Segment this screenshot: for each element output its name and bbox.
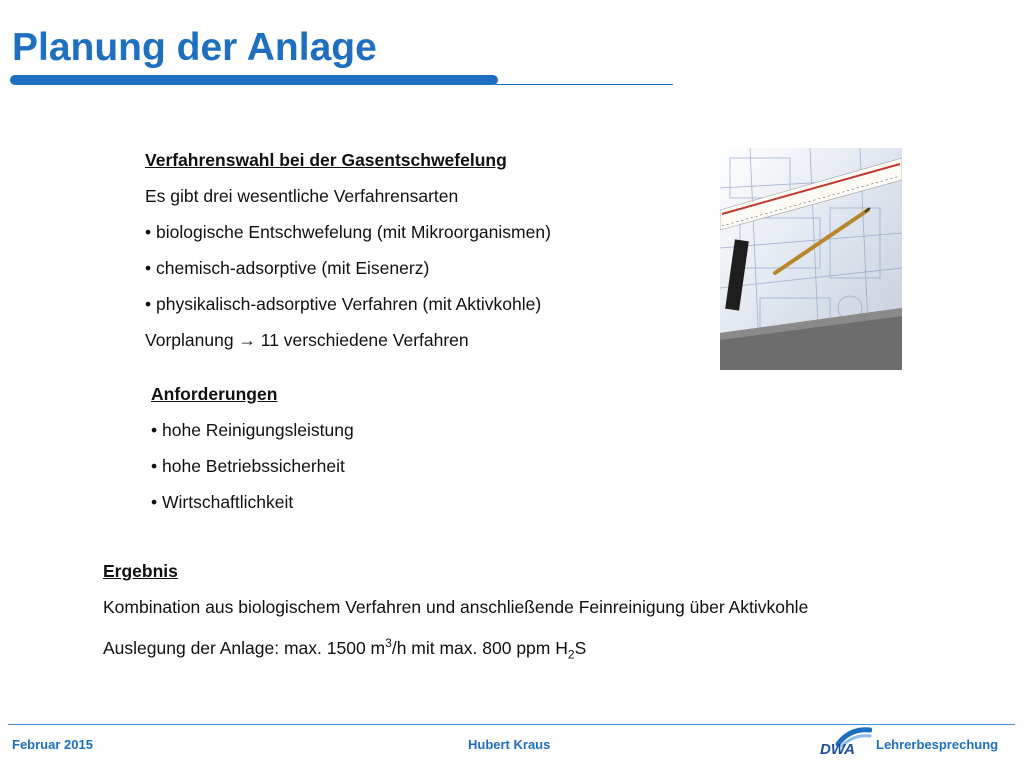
dwa-logo (818, 724, 872, 758)
section-heading: Anforderungen (151, 384, 278, 404)
blueprint-illustration (720, 148, 902, 370)
design-text: S (574, 637, 587, 658)
bullet-item: • physikalisch-adsorptive Verfahren (mit Aktivkohle) (145, 286, 551, 322)
section-requirements (151, 376, 354, 520)
bullet-item: • chemisch-adsorptive (mit Eisenerz) (145, 250, 551, 286)
bullet-item: • biologische Entschwefelung (mit Mikroorganismen) (145, 214, 551, 250)
title-underline-thin (495, 84, 673, 85)
design-line (103, 625, 808, 672)
blueprint-photo (720, 148, 902, 370)
design-text: Auslegung der Anlage: max. 1500 m (103, 637, 386, 658)
design-text: /h mit max. 800 ppm H (391, 637, 568, 658)
section-process-selection (145, 142, 551, 358)
footer-event: Lehrerbesprechung (876, 737, 999, 752)
section-outro: Vorplanung → 11 verschiedene Verfahren (145, 330, 469, 350)
footer-date: Februar 2015 (12, 737, 93, 752)
subscript: 2 (567, 647, 575, 662)
section-heading: Verfahrenswahl bei der Gasentschwefelung (145, 150, 507, 170)
title-underline-bar (10, 75, 498, 85)
superscript: 3 (385, 636, 392, 650)
slide-title: Planung der Anlage (12, 26, 377, 69)
bullet-item: • hohe Betriebssicherheit (151, 448, 354, 484)
result-line: Kombination aus biologischem Verfahren und anschließende Feinreinigung über Aktivkohle (103, 597, 809, 617)
bullet-item: • Wirtschaftlichkeit (151, 484, 354, 520)
footer-author: Hubert Kraus (468, 737, 551, 752)
section-intro: Es gibt drei wesentliche Verfahrensarten (145, 186, 459, 206)
logo-text: DWA (820, 741, 855, 758)
section-result (103, 553, 808, 672)
section-heading: Ergebnis (103, 561, 178, 581)
bullet-item: • hohe Reinigungsleistung (151, 412, 354, 448)
